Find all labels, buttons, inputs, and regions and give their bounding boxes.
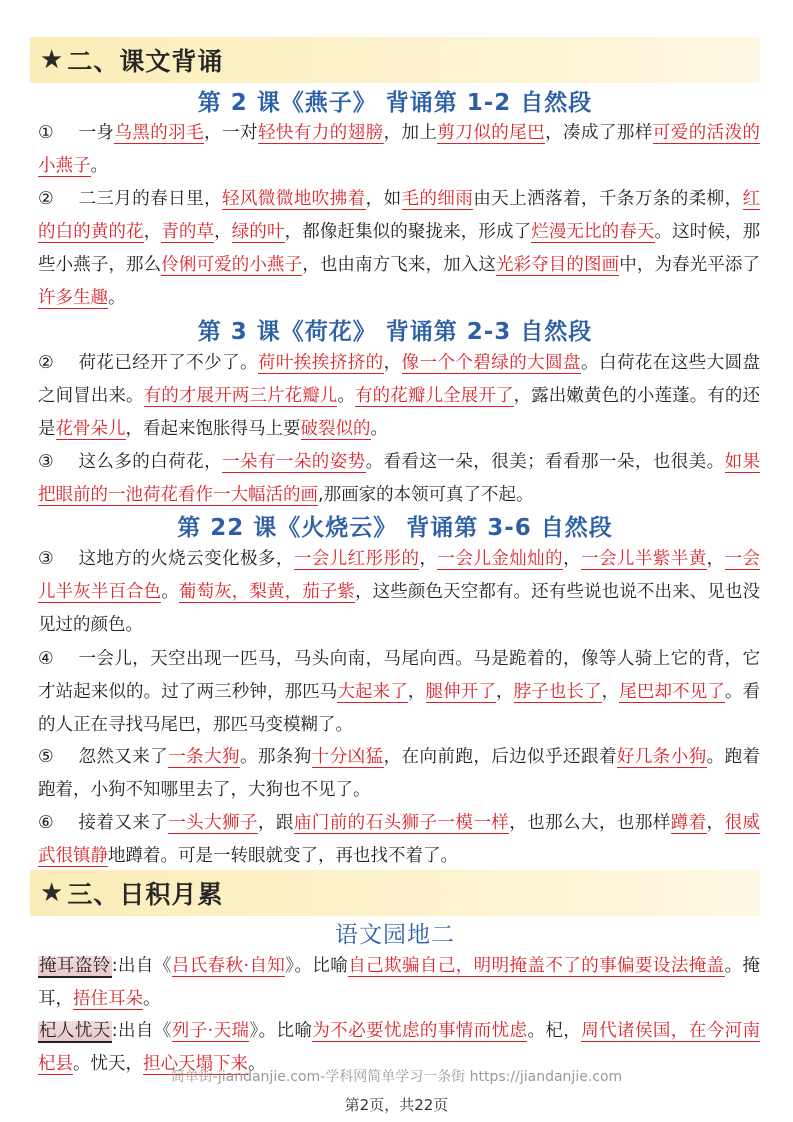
highlight: 一会儿半紫半黄 [581,549,707,569]
section-title: 三、日积月累 [67,880,224,909]
highlight: 吕氏春秋·自知 [171,956,286,976]
highlight: 一条大狗 [168,747,240,767]
highlight: 有的才展开两三片花瓣儿 [143,386,338,406]
highlight: 青的草 [161,222,215,242]
paragraph-number: ③ [38,549,54,569]
highlight: 十分凶猛 [311,747,384,767]
star-icon: ★ [40,878,64,908]
highlight: 担心天塌下来 [143,1054,248,1074]
highlight: 一会儿红彤彤的 [293,549,420,569]
highlight: 轻风微微地吹拂着 [222,189,366,209]
highlight: 可爱的活泼的小燕子 [38,123,761,176]
highlight: 周代诸侯国，在今河南杞县 [38,1021,761,1074]
paragraph: ③ 这么多的白荷花，一朵有一朵的姿势。看看这一朵，很美；看看那一朵，也很美。如果把眼前的一池荷花看作一大幅活的画,那画家的本领可真了不起。 [38,446,760,512]
paragraph: ⑥ 接着又来了一头大狮子，跟庙门前的石头狮子一模一样，也那么大，也那样蹲着，很威武很镇静地蹲着。可是一转眼就变了，再也找不着了。 [38,807,760,873]
paragraph-number: ① [38,123,54,143]
highlight: 烂漫无比的春天 [531,222,655,242]
idiom-term: 杞人忧天 [39,1021,111,1041]
paragraph-number: ④ [38,649,54,669]
lesson-title-lotus: 第 3 课《荷花》 背诵第 2-3 自然段 [197,319,593,345]
paragraph: ④ 一会儿，天空出现一匹马，马头向南，马尾向西。马是跪着的，像等人骑上它的背，它才站起来似的。过了两三秒钟，那匹马大起来了，腿伸开了，脖子也长了，尾巴却不见了。看的人正在寻找马尾巴，那匹马变模糊了。 [38,643,760,742]
highlight: 葡萄灰，梨黄，茄子紫 [178,582,356,602]
paragraph: ② 二三月的春日里，轻风微微地吹拂着，如毛的细雨由天上洒落着，千条万条的柔柳，红的白的黄的花，青的草，绿的叶，都像赶集似的聚拢来，形成了烂漫无比的春天。这时候，那些小燕子，那么伶俐可爱的小燕子，也由南方飞来，加入这光彩夺目的图画中，为春光平添了许多生趣。 [38,183,760,315]
idiom-entry: 掩耳盗铃:出自《吕氏春秋·自知》。比喻自己欺骗自己，明明掩盖不了的事偏要设法掩盖。掩耳，捂住耳朵。 [38,956,761,1009]
highlight: 很威武很镇静 [38,813,761,866]
highlight: 花骨朵儿 [55,419,126,439]
highlight: 绿的叶 [231,222,285,242]
highlight: 一会儿金灿灿的 [437,549,564,569]
paragraph-number: ③ [38,452,54,472]
highlight: 大起来了 [337,682,408,702]
paragraph-number: ⑥ [38,813,54,833]
paragraph: ② 荷花已经开了不少了。荷叶挨挨挤挤的，像一个个碧绿的大圆盘。白荷花在这些大圆盘之间冒出来。有的才展开两三片花瓣儿。有的花瓣儿全展开了，露出嫩黄色的小莲蓬。有的还是花骨朵儿，看起来饱胀得马上要破裂似的。 [38,347,760,446]
highlight: 如果把眼前的一池荷花看作一大幅活的画 [38,452,761,505]
idiom-term: 掩耳盗铃 [39,956,111,976]
highlight: 一朵有一朵的姿势 [222,452,366,472]
highlight: 光彩夺目的图画 [495,255,620,275]
star-icon: ★ [40,45,64,75]
highlight: 为不必要忧虑的事情而忧虑 [312,1021,528,1041]
section-title: 二、课文背诵 [67,47,224,76]
page-number: 第2页，共22页 [344,1096,449,1114]
garden-title: 语文园地二 [335,922,455,948]
highlight: 自己欺骗自己，明明掩盖不了的事偏要设法掩盖 [348,956,725,976]
highlight: 荷叶挨挨挤挤的 [257,353,384,373]
paragraph-number: ② [38,189,54,209]
highlight: 一头大狮子 [168,813,258,833]
highlight: 庙门前的石头狮子一模一样 [293,813,510,833]
highlight: 捂住耳朵 [73,989,143,1009]
paragraph: ① 一身乌黑的羽毛，一对轻快有力的翅膀，加上剪刀似的尾巴，凑成了那样可爱的活泼的小燕子。 [38,117,760,183]
highlight: 像一个个碧绿的大圆盘 [401,353,581,373]
highlight: 列子·天瑞 [171,1021,250,1041]
highlight: 轻快有力的翅膀 [257,123,384,143]
highlight: 好几条小狗 [616,747,707,767]
section-header-accumulation [30,870,760,916]
idiom-entry: 杞人忧天:出自《列子·天瑞》。比喻为不必要忧虑的事情而忧虑。杞，周代诸侯国，在今河南杞县。忧天，担心天塌下来。 [38,1021,761,1074]
section-header-recitation [30,37,760,83]
watermark: 简单街-jiandanjie.com-学科网简单学习一条街 https://jiandanjie.com [170,1069,623,1085]
highlight: 剪刀似的尾巴 [437,123,546,143]
paragraph-number: ⑤ [38,747,54,767]
highlight: 蹲着 [670,813,707,833]
highlight: 伶俐可爱的小燕子 [161,255,303,275]
lesson-title-fire-clouds: 第 22 课《火烧云》 背诵第 3-6 自然段 [177,515,613,541]
highlight: 毛的细雨 [401,189,474,209]
paragraph: ③ 这地方的火烧云变化极多，一会儿红彤彤的，一会儿金灿灿的，一会儿半紫半黄，一会儿半灰半百合色。葡萄灰，梨黄，茄子紫，这些颜色天空都有。还有些说也说不出来、见也没见过的颜色。 [38,543,760,642]
lesson-title-swallow: 第 2 课《燕子》 背诵第 1-2 自然段 [197,90,593,116]
highlight: 许多生趣 [38,288,108,308]
paragraph-number: ② [38,353,54,373]
highlight: 腿伸开了 [425,682,496,702]
highlight: 破裂似的 [300,419,371,439]
paragraph: ⑤ 忽然又来了一条大狗。那条狗十分凶猛，在向前跑，后边似乎还跟着好几条小狗。跑着跑着，小狗不知哪里去了，大狗也不见了。 [38,741,760,807]
highlight: 脖子也长了 [513,682,602,702]
highlight: 红的白的黄的花 [38,189,761,242]
highlight: 乌黑的羽毛 [114,123,205,143]
highlight: 一会儿半灰半百合色 [38,549,761,602]
highlight: 有的花瓣儿全展开了 [355,386,514,406]
highlight: 尾巴却不见了 [619,682,725,702]
